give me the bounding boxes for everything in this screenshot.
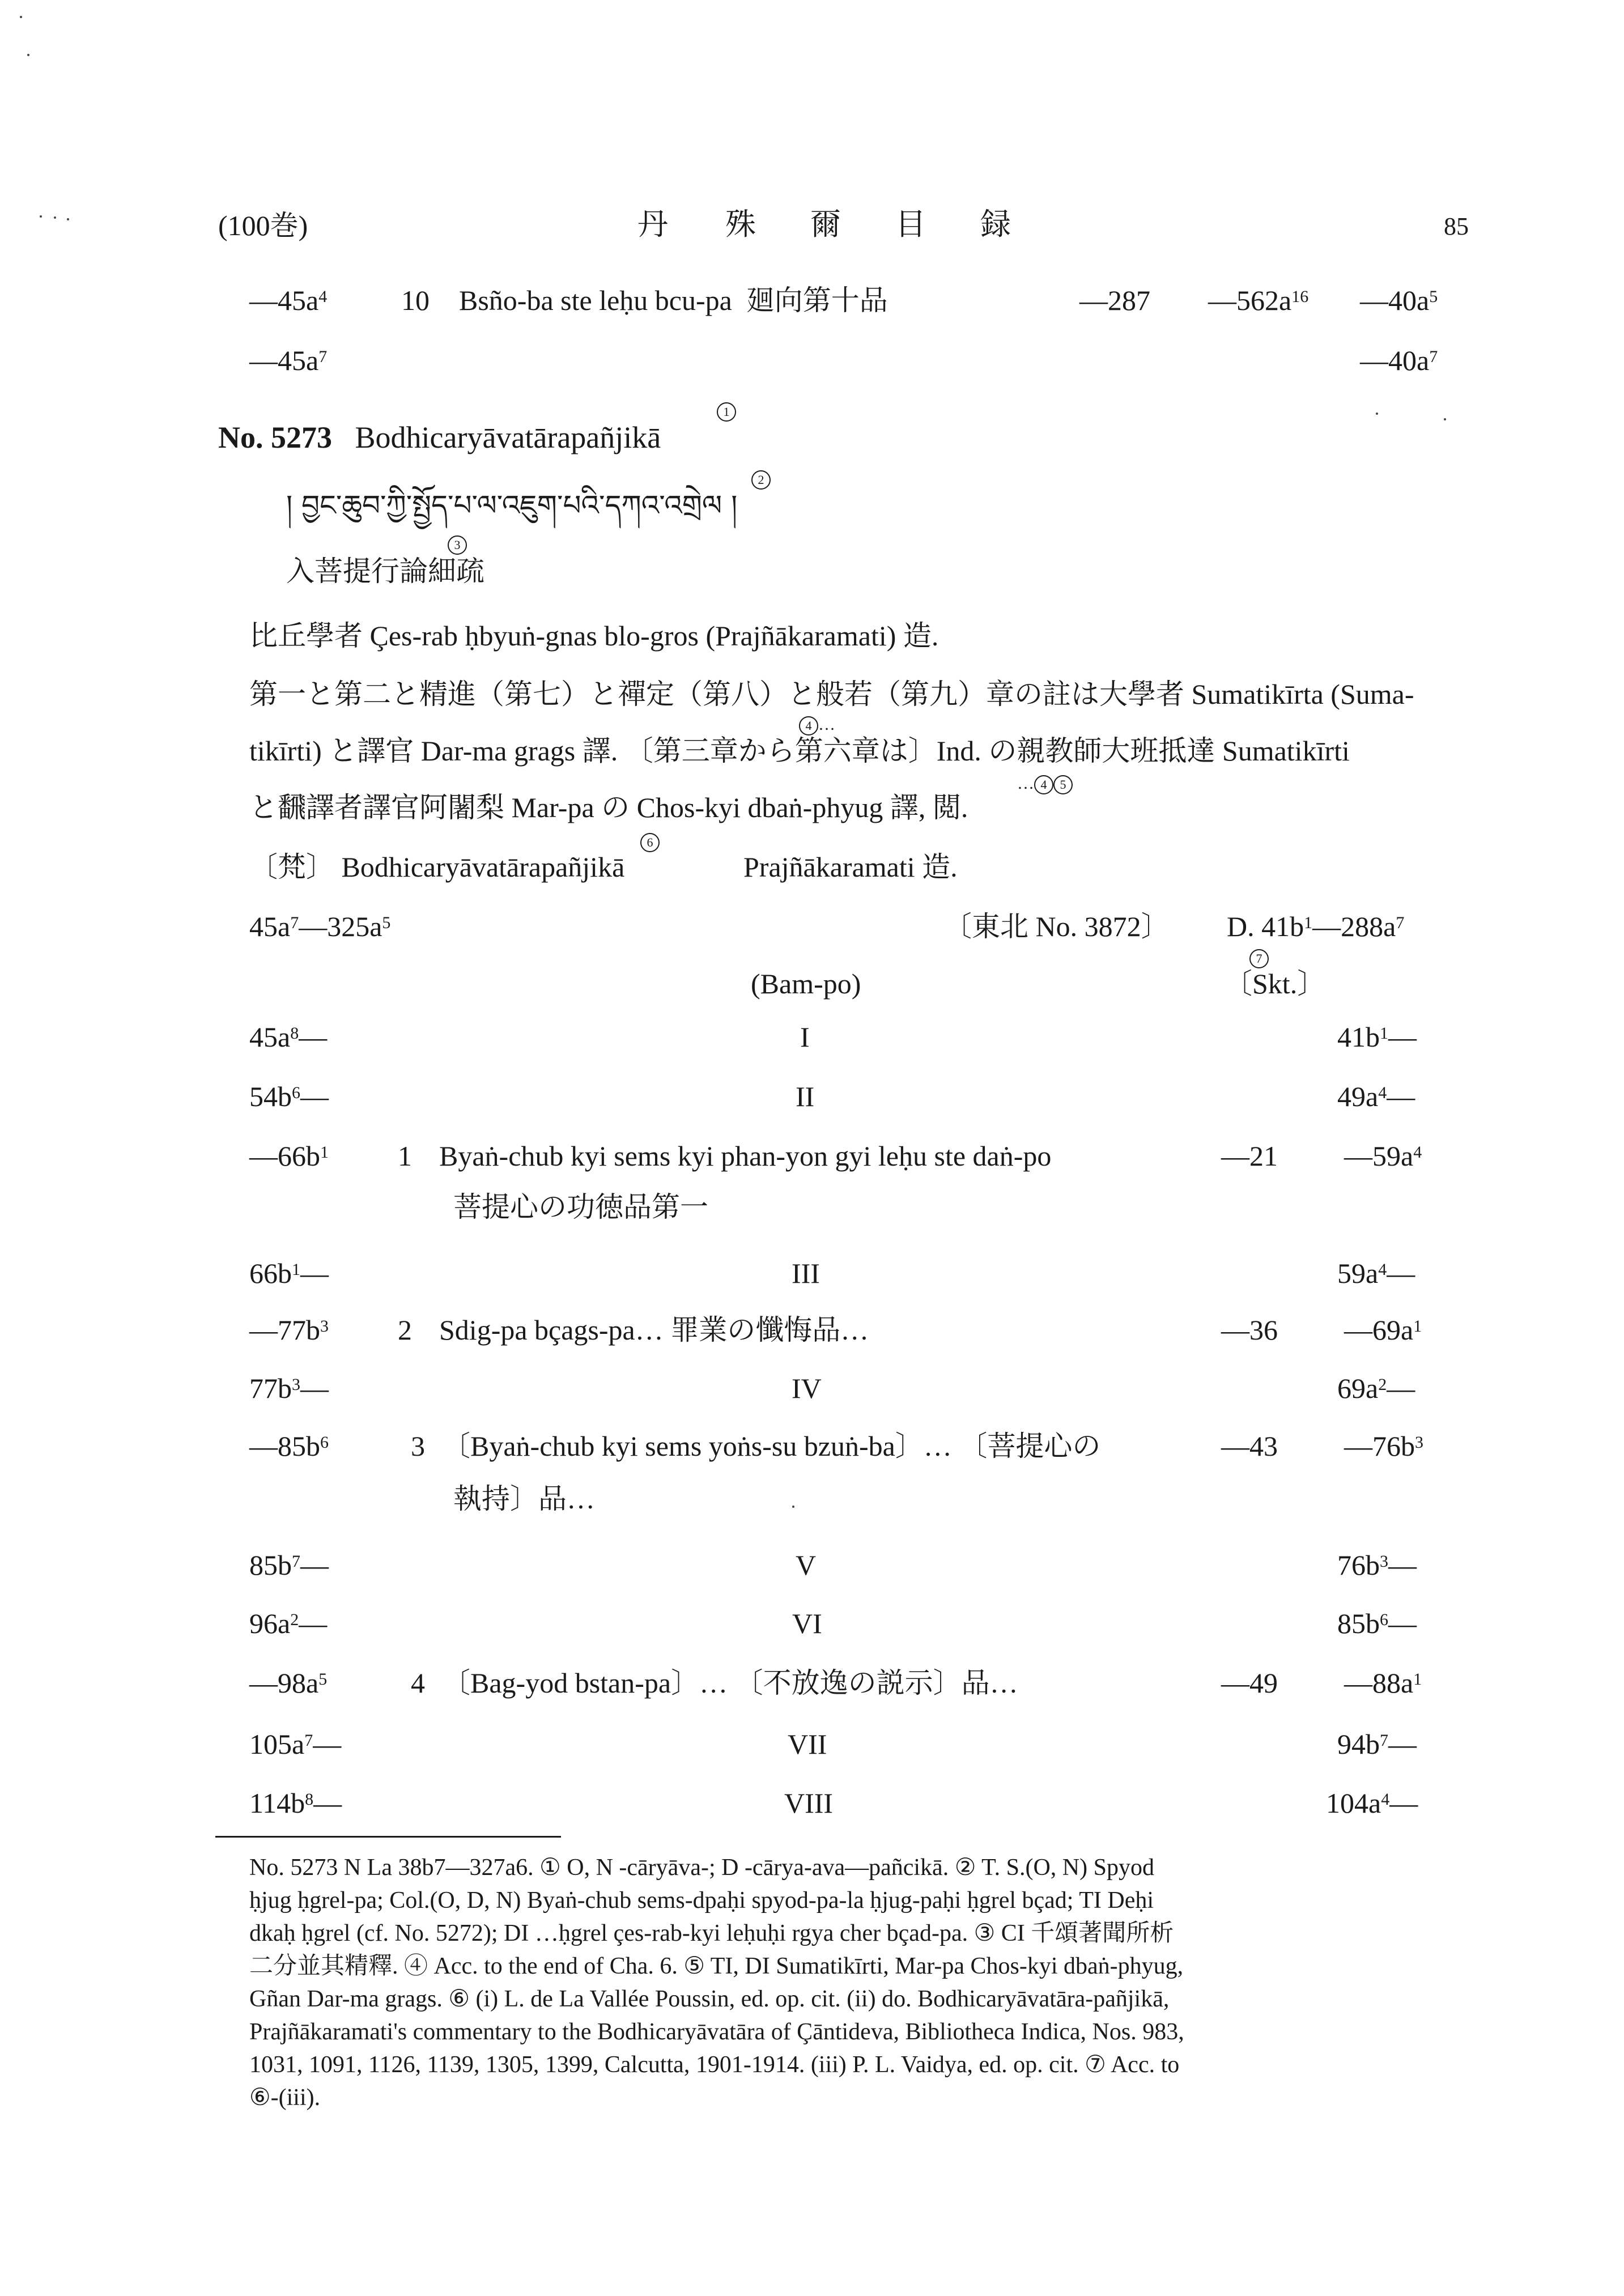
- folio-right: $—69a^1$: [1344, 1314, 1422, 1346]
- cross-ref: —36: [1221, 1314, 1278, 1346]
- note-marker: … 4 5: [1017, 774, 1073, 794]
- folio-left: $—66b^1$: [249, 1140, 329, 1172]
- sanskrit-line: [249, 850, 624, 884]
- folio-right: $49a^4—$: [1337, 1081, 1415, 1112]
- folio-left: $—45a^7$: [249, 345, 328, 376]
- skt-header: 〔Skt.〕: [1224, 968, 1326, 1000]
- note-marker: 4 …: [799, 715, 835, 735]
- cross-ref: —49: [1221, 1667, 1278, 1699]
- footnote-line: 二分並其精釋. ④ Acc. to the end of Cha. 6. ⑤ TI, DI Sumatikīrti, Mar-pa Chos-kyi dbaṅ-phyug,: [249, 1953, 1184, 1979]
- footnote-rule: [215, 1836, 561, 1838]
- author-line: 比丘學者 Çes-rab ḥbyuṅ-gnas blo-gros (Prajñākaramati) 造.: [249, 620, 939, 652]
- chapter-number: 4: [411, 1667, 425, 1699]
- title-char: 録: [980, 207, 1011, 241]
- title-char: 目: [895, 207, 926, 241]
- folio-left: $85b^7—$: [249, 1549, 329, 1581]
- bampo-number: VI: [792, 1608, 822, 1639]
- scan-speck: [40, 215, 42, 218]
- folio-right: $59a^4—$: [1337, 1257, 1415, 1289]
- tohoku-ref: 〔東北 No. 3872〕: [943, 911, 1170, 942]
- note-marker: 2: [751, 470, 771, 490]
- folio-left: $—45a^4$: [249, 284, 328, 316]
- folio-left: $—98a^5$: [249, 1667, 328, 1699]
- description-line: tikīrti) と譯官 Dar-ma grags 譯. 〔第三章から第六章は〕Ind. の親教師大班抵達 Sumatikīrti: [249, 735, 1350, 767]
- cross-ref-1: —287: [1079, 284, 1150, 316]
- tibetan-title: ། བྱང་ཆུབ་ཀྱི་སྤྱོད་པ་ལ་འཇུག་པའི་དཀའ་འགྲེལ །: [286, 489, 738, 522]
- scan-speck: [1444, 418, 1446, 420]
- entry-title: Bodhicaryāvatārapañjikā: [355, 420, 661, 454]
- folio-left: $77b^3—$: [249, 1372, 329, 1404]
- bampo-number: I: [800, 1021, 810, 1053]
- footnote-line: ⑥-(iii).: [249, 2085, 321, 2111]
- bampo-number: V: [796, 1549, 817, 1581]
- chapter-title-jp: 菩提心の功徳品第一: [453, 1191, 708, 1223]
- scan-speck: [67, 218, 69, 220]
- note-marker: 1: [717, 402, 736, 422]
- sanskrit-title: Bodhicaryāvatārapañjikā: [341, 851, 625, 883]
- folio-right: $—59a^4$: [1344, 1140, 1422, 1172]
- sanskrit-label: 〔梵〕: [249, 851, 334, 883]
- folio-right: $—76b^3$: [1344, 1430, 1423, 1462]
- note-marker: 7: [1249, 949, 1269, 968]
- description-line: 第一と第二と精進（第七）と禪定（第八）と般若（第九）章の註は大學者 Sumatikīrta (Suma-: [249, 678, 1414, 710]
- folio-range: $45a^7—325a^5$: [249, 911, 391, 942]
- folio-right: $85b^6—$: [1337, 1608, 1417, 1639]
- folio-right: $—40a^7$: [1360, 345, 1438, 376]
- description-line: と飜譯者譯官阿闍梨 Mar-pa の Chos-kyi dbaṅ-phyug 譯, 閲.: [249, 792, 968, 823]
- scan-speck: [27, 54, 29, 56]
- chapter-title: 〔Bag-yod bstan-pa〕… 〔不放逸の説示〕品…: [442, 1667, 1018, 1699]
- folio-left: $—77b^3$: [249, 1314, 329, 1346]
- bampo-number: IV: [792, 1372, 822, 1404]
- footnote-line: dkaḥ ḥgrel (cf. No. 5272); DI …ḥgrel çes-rab-kyi leḥuḥi rgya cher bçad-pa. ③ CI 千頌著聞所析: [249, 1920, 1174, 1946]
- volume-label: (100巻): [218, 210, 308, 241]
- folio-left: $96a^2—$: [249, 1608, 328, 1639]
- entry-heading: [218, 420, 661, 454]
- folio-right: $94b^7—$: [1337, 1728, 1417, 1760]
- title-char: 爾: [810, 207, 841, 241]
- derge-range: D. $41b^1—288a^7$: [1227, 911, 1405, 942]
- footnote-line: Gñan Dar-ma grags. ⑥ (i) L. de La Vallée Poussin, ed. op. cit. (ii) do. Bodhicaryāvatāra-pañjikā,: [249, 1986, 1170, 2012]
- scan-speck: [20, 16, 22, 18]
- cross-ref: —43: [1221, 1430, 1278, 1462]
- chapter-title: Bsño-ba ste leḥu bcu-pa 廻向第十品: [459, 284, 888, 316]
- folio-right: $41b^1—$: [1337, 1021, 1417, 1053]
- entry-number: No. 5273: [218, 420, 332, 454]
- note-marker: 6: [640, 833, 660, 852]
- chapter-number: 10: [401, 284, 430, 316]
- chinese-title: 入菩提行論細疏: [286, 555, 484, 587]
- footnote-line: Prajñākaramati's commentary to the Bodhicaryāvatāra of Çāntideva, Bibliotheca Indica, Nos. 983,: [249, 2019, 1184, 2045]
- bampo-number: II: [796, 1081, 815, 1112]
- folio-right: $104a^4—$: [1326, 1787, 1418, 1819]
- chapter-title-jp: 執持〕品…: [453, 1483, 595, 1515]
- title-char: 殊: [725, 207, 756, 241]
- folio-left: $—85b^6$: [249, 1430, 329, 1462]
- folio-right: $69a^2—$: [1337, 1372, 1415, 1404]
- chapter-title: Byaṅ-chub kyi sems kyi phan-yon gyi leḥu ste daṅ-po: [439, 1140, 1052, 1172]
- folio-left: $54b^6—$: [249, 1081, 329, 1112]
- chapter-title: Sdig-pa bçags-pa… 罪業の懺悔品…: [439, 1314, 869, 1346]
- footnote-line: No. 5273 N La 38b7—327a6. ① O, N -cāryāva-; D -cārya-ava—pañcikā. ② T. S.(O, N) Spyod: [249, 1855, 1154, 1881]
- bampo-header: (Bam-po): [751, 968, 861, 1000]
- folio-right: $—40a^5$: [1360, 284, 1438, 316]
- sanskrit-author: Prajñākaramati 造.: [743, 851, 958, 883]
- scan-speck: [792, 1506, 794, 1508]
- cross-ref: —21: [1221, 1140, 1278, 1172]
- folio-left: $105a^7—$: [249, 1728, 342, 1760]
- scan-speck: [1376, 413, 1378, 415]
- chapter-number: 2: [398, 1314, 412, 1346]
- cross-ref-2: $—562a^{16}$: [1208, 284, 1309, 316]
- folio-right: $76b^3—$: [1337, 1549, 1417, 1581]
- page-number: 85: [1444, 212, 1469, 240]
- folio-right: $—88a^1$: [1344, 1667, 1422, 1699]
- title-char: 丹: [637, 207, 668, 241]
- folio-left: $66b^1—$: [249, 1257, 329, 1289]
- chapter-number: 3: [411, 1430, 425, 1462]
- footnote-line: 1031, 1091, 1126, 1139, 1305, 1399, Calcutta, 1901-1914. (iii) P. L. Vaidya, ed. op. cit. ⑦ Acc. to: [249, 2052, 1180, 2078]
- folio-left: $114b^8—$: [249, 1787, 342, 1819]
- bampo-number: VII: [788, 1728, 827, 1760]
- scan-speck: [54, 216, 56, 219]
- footnote-line: ḥjug ḥgrel-pa; Col.(O, D, N) Byaṅ-chub sems-dpaḥi spyod-pa-la ḥjug-paḥi ḥgrel bçad; TI Deḥi: [249, 1887, 1154, 1914]
- bampo-number: VIII: [784, 1787, 834, 1819]
- folio-left: $45a^8—$: [249, 1021, 328, 1053]
- bampo-number: III: [792, 1257, 820, 1289]
- chapter-number: 1: [398, 1140, 412, 1172]
- note-marker: 3: [448, 535, 467, 555]
- chapter-title: 〔Byaṅ-chub kyi sems yoṅs-su bzuṅ-ba〕… 〔菩提心の: [442, 1430, 1101, 1462]
